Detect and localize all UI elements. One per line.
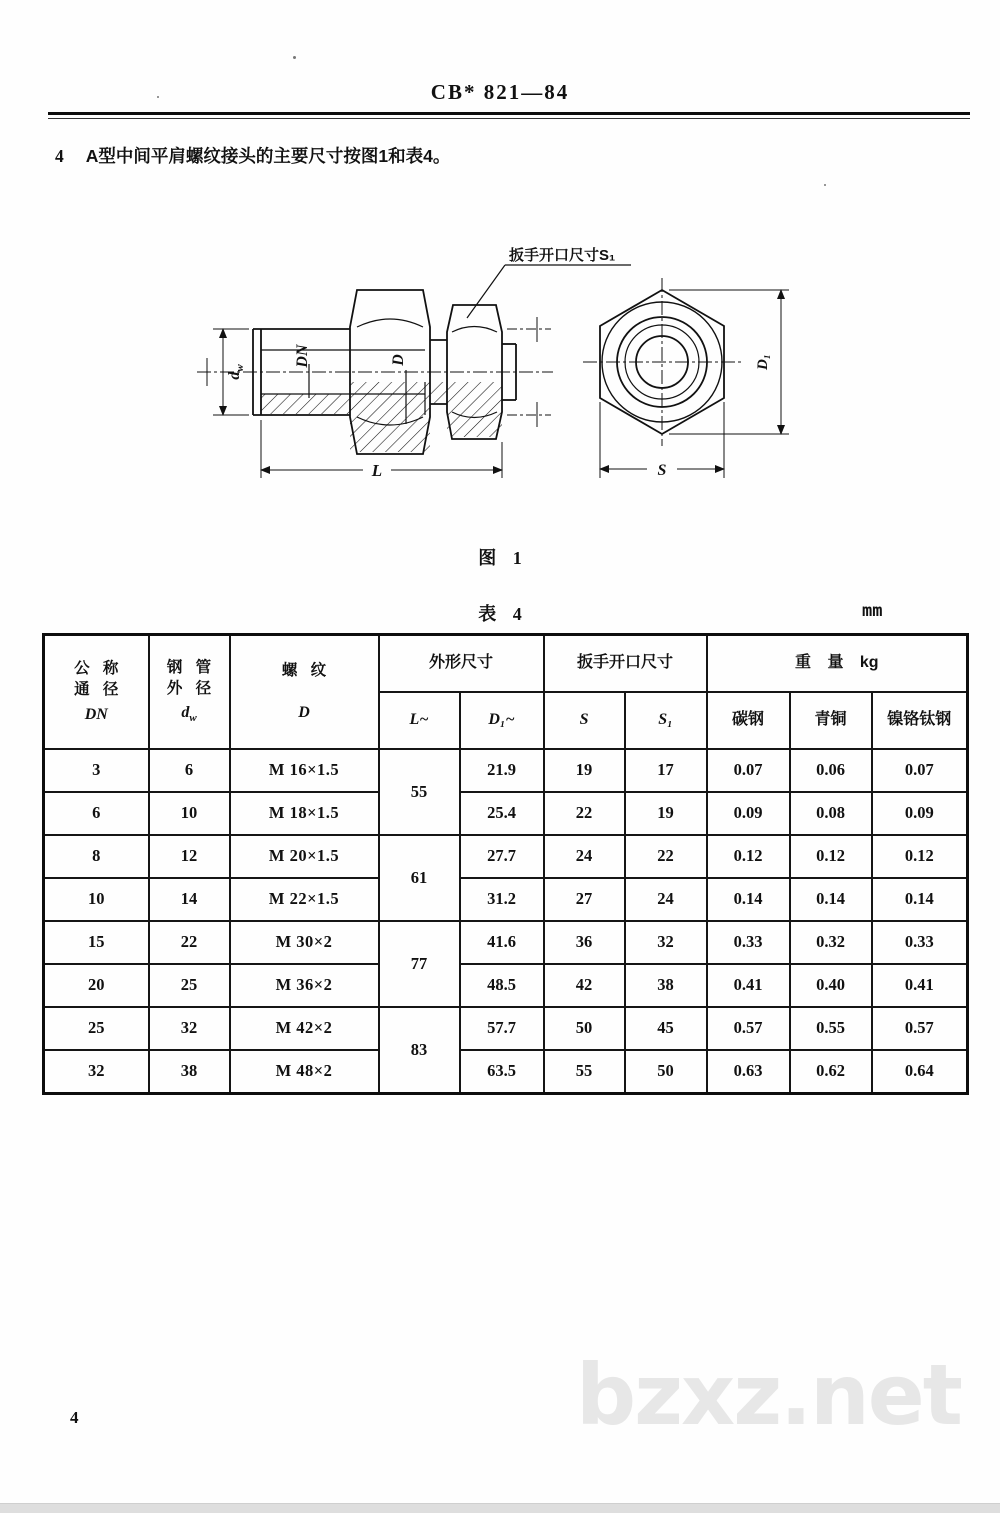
merged-l-value: 77 bbox=[379, 921, 460, 1007]
doc-code: CB* 821—84 bbox=[430, 80, 570, 104]
clause-number: 4 bbox=[55, 146, 64, 166]
fitting-drawing-svg bbox=[185, 232, 815, 512]
col-header-bronze: 青铜 bbox=[790, 692, 872, 749]
col-header-s1: S₁ bbox=[625, 692, 707, 749]
side-view bbox=[197, 265, 631, 478]
clause-text: A型中间平肩螺纹接头的主要尺寸按图1和表4。 bbox=[85, 146, 451, 166]
scan-speck bbox=[824, 184, 826, 186]
merged-l-value: 83 bbox=[379, 1007, 460, 1094]
header-rule-thin bbox=[48, 118, 970, 119]
col-header-carbon-steel: 碳钢 bbox=[707, 692, 790, 749]
group-header-dims: 外形尺寸 bbox=[379, 635, 544, 693]
table-row: 6 10 M 18×1.5 25.4 22 19 0.09 0.08 0.09 bbox=[44, 792, 968, 835]
col-header-s: S bbox=[544, 692, 625, 749]
scan-bottom-edge bbox=[0, 1503, 1000, 1513]
table-row: 32 38 M 48×2 63.5 55 50 0.63 0.62 0.64 bbox=[44, 1050, 968, 1094]
dimension-table bbox=[42, 633, 969, 1095]
table-row: 10 14 M 22×1.5 31.2 27 24 0.14 0.14 0.14 bbox=[44, 878, 968, 921]
figure-caption: 图 1 bbox=[478, 548, 522, 568]
col-header-dw: 钢 管 外 径 $d_w$ bbox=[149, 635, 230, 750]
clause-line bbox=[55, 143, 450, 168]
unit-label: mm bbox=[862, 601, 883, 621]
col-header-nicr-ti-steel: 镍铬钛钢 bbox=[872, 692, 968, 749]
merged-l-value: 55 bbox=[379, 749, 460, 835]
page-number: 4 bbox=[70, 1408, 79, 1427]
label-s: S bbox=[657, 462, 667, 479]
section-hatching bbox=[261, 382, 502, 452]
label-dw: $d_w$ bbox=[226, 364, 246, 380]
label-l: L bbox=[371, 461, 383, 480]
front-view bbox=[583, 278, 789, 478]
col-header-l: L~ bbox=[379, 692, 460, 749]
label-d: D bbox=[390, 354, 407, 366]
scan-speck bbox=[157, 96, 159, 98]
col-header-dn: 公 称 通 径 DN bbox=[44, 635, 149, 750]
header-rule-thick bbox=[48, 112, 970, 115]
table-row: 8 12 M 20×1.5 61 27.7 24 22 0.12 0.12 0.12 bbox=[44, 835, 968, 878]
figure-1-drawing bbox=[185, 232, 815, 512]
merged-l-value: 61 bbox=[379, 835, 460, 921]
label-dn: DN bbox=[294, 344, 311, 368]
label-d1: D₁ bbox=[755, 353, 771, 371]
group-header-wrench: 扳手开口尺寸 bbox=[544, 635, 707, 693]
col-header-d1: D₁~ bbox=[460, 692, 544, 749]
table-row: 15 22 M 30×2 77 41.6 36 32 0.33 0.32 0.33 bbox=[44, 921, 968, 964]
table-row: 20 25 M 36×2 48.5 42 38 0.41 0.40 0.41 bbox=[44, 964, 968, 1007]
wrench-size-annotation: 扳手开口尺寸S₁ bbox=[509, 247, 616, 264]
table-row: 3 6 M 16×1.5 55 21.9 19 17 0.07 0.06 0.07 bbox=[44, 749, 968, 792]
watermark: bzxz.net bbox=[576, 1346, 961, 1444]
table-caption: 表 4 bbox=[478, 604, 522, 624]
group-header-weight: 重 量 kg bbox=[707, 635, 968, 693]
scan-speck bbox=[293, 56, 296, 59]
col-header-thread: 螺 纹 D bbox=[230, 635, 379, 750]
table-row: 25 32 M 42×2 83 57.7 50 45 0.57 0.55 0.57 bbox=[44, 1007, 968, 1050]
